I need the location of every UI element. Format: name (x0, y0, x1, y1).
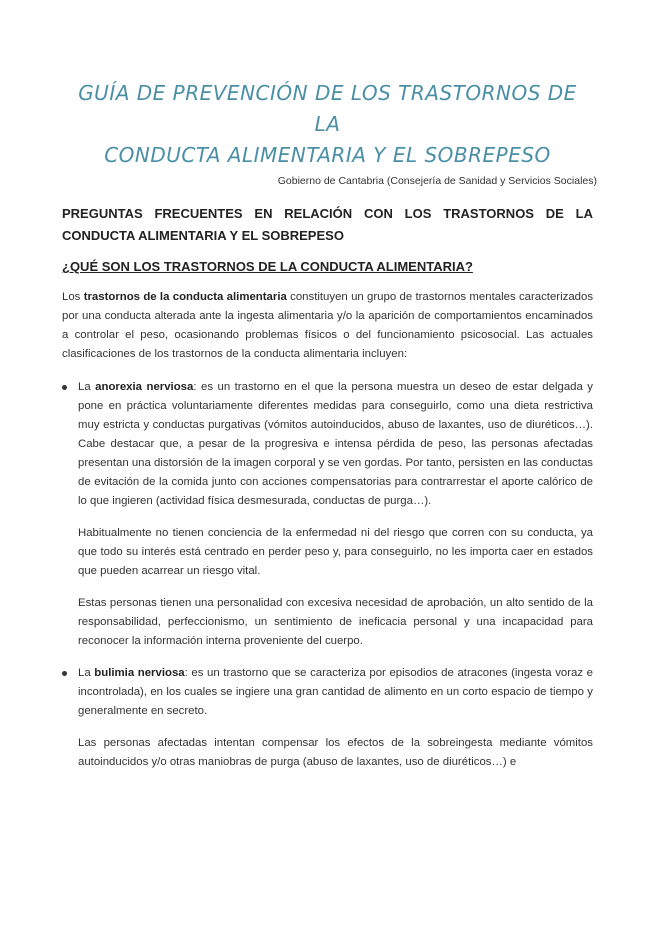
anorexia-text: : es un trastorno en el que la persona muestra un deseo de estar delgada y pone en práctica voluntariamente diferentes medidas para conseguirlo, como una dieta restrictiva muy estricta y conductas purgativas (vómitos autoinducidos, abuso de laxantes, uso de diuréticos…). Cabe destacar que, a pesar de la progresiva e intensa pérdida de peso, las personas afectadas presentan una distorsión de la imagen corporal y se ven gordas. Por tanto, persisten en las conductas de evitación de la comida junto con acciones compensatorias para contrarrestar el aporte calórico de lo que ingieren (actividad física desmesurada, conductas de purga…). (78, 381, 593, 507)
disorders-list (62, 378, 593, 772)
bulimia-pre: La (78, 667, 95, 679)
list-item-bulimia (62, 664, 593, 772)
bullet-icon (62, 385, 67, 390)
document-title (62, 78, 593, 171)
question-heading: ¿QUÉ SON LOS TRASTORNOS DE LA CONDUCTA ALIMENTARIA? (62, 259, 473, 274)
intro-post: constituyen un grupo de trastornos mentales caracterizados por una conducta alterada ante la ingesta alimentaria y/o la aparición de comportamientos encaminados a controlar el peso, ocasionando problemas físicos o del funcionamiento psicosocial. Las actuales clasificaciones de los trastornos de la conducta alimentaria incluyen: (62, 291, 594, 360)
anorexia-paragraph-2: Habitualmente no tienen conciencia de la enfermedad ni del riesgo que corren con su conducta, ya que todo su interés está centrado en perder peso y, para conseguirlo, no les importa caer en estados que pueden acarrear un riesgo vital. (78, 527, 593, 577)
document-title-line-1: GUÍA DE PREVENCIÓN DE LOS TRASTORNOS DE LA (78, 81, 577, 136)
document-page (0, 78, 655, 926)
bulimia-paragraph-2: Las personas afectadas intentan compensar los efectos de la sobreingesta mediante vómitos autoinducidos y/o otras maniobras de purga (abuso de laxantes, uso de diuréticos…) e (78, 737, 593, 768)
bulimia-paragraph (78, 664, 593, 721)
anorexia-pre: La (78, 381, 96, 393)
anorexia-term: anorexia nerviosa (95, 381, 194, 393)
document-title-line-2: CONDUCTA ALIMENTARIA Y EL SOBREPESO (104, 143, 551, 167)
bulimia-term: bulimia nerviosa (94, 667, 185, 679)
list-item-anorexia (62, 378, 593, 651)
intro-bold-term: trastornos de la conducta alimentaria (83, 291, 287, 303)
intro-pre: Los (62, 291, 84, 303)
bulimia-text: : es un trastorno que se caracteriza por episodios de atracones (ingesta voraz e incontrolada), en los cuales se ingiere una gran cantidad de alimento en un corto espacio de tiempo y generalmente en secreto. (78, 667, 593, 717)
intro-paragraph (62, 288, 593, 364)
anorexia-paragraph-3: Estas personas tienen una personalidad con excesiva necesidad de aprobación, un alto sentido de la responsabilidad, perfeccionismo, un sentimiento de ineficacia personal y una incapacidad para reconocer la información interna proveniente del cuerpo. (78, 597, 593, 647)
bullet-icon (62, 671, 67, 676)
section-heading: PREGUNTAS FRECUENTES EN RELACIÓN CON LOS TRASTORNOS DE LA CONDUCTA ALIMENTARIA Y EL SOBREPESO (62, 206, 593, 243)
anorexia-paragraph (78, 378, 593, 511)
document-source: Gobierno de Cantabria (Consejería de Sanidad y Servicios Sociales) (277, 175, 597, 187)
